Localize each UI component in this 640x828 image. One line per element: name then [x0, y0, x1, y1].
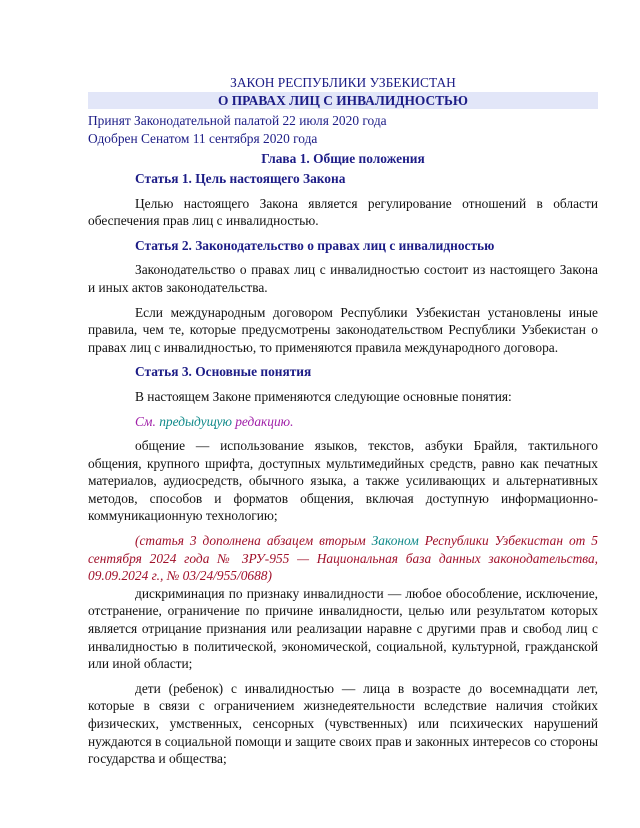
approved-line: Одобрен Сенатом 11 сентября 2020 года	[88, 130, 318, 146]
chapter-heading: Глава 1. Общие положения	[261, 151, 425, 167]
law-subject: О ПРАВАХ ЛИЦ С ИНВАЛИДНОСТЬЮ	[88, 92, 598, 110]
note-law-link[interactable]: Законом	[371, 533, 419, 549]
article2-title: Статья 2. Законодательство о правах лиц с инвалидностью	[135, 237, 495, 253]
article3-intro: В настоящем Законе применяются следующие основные понятия:	[135, 388, 512, 404]
article2-paragraph2: Если международным договором Республики Узбекистан установлены иные правила, чем те, которые предусмотрены законодательством Республики Узбекистан о правах лиц с инвалидностью, то применяются правила международного договора.	[88, 304, 598, 355]
document-page	[88, 74, 598, 768]
article2-paragraph1: Законодательство о правах лиц с инвалидностью состоит из настоящего Закона и иных актов законодательства.	[88, 262, 598, 295]
prev-text-a: См.	[135, 413, 160, 429]
prev-text-c: редакцию.	[231, 413, 294, 429]
definition-discrimination: дискриминация по признаку инвалидности — любое обособление, исключение, отстранение, ограничение по причине инвалидности, целью или результатом которых является отрицание признания или реализации наравне с другими прав и свобод лиц с инвалидностью в политической, экономической, социальной, культурной, гражданской или иной области;	[88, 585, 598, 672]
amendment-note	[88, 532, 598, 585]
prev-link[interactable]: предыдущую	[159, 413, 232, 429]
adopted-line: Принят Законодательной палатой 22 июля 2020 года	[88, 113, 387, 129]
note-text-b: Республики Узбекистан от 5 сентября 2024 года № ЗРУ-955 — Национальная база данных законодательства, 09.09.2024 г., № 03/24/955/0688)	[88, 533, 598, 584]
article1-title: Статья 1. Цель настоящего Закона	[135, 170, 346, 186]
definition-communication: общение — использование языков, текстов, азбуки Брайля, тактильного общения, крупного шрифта, доступных мультимедийных средств, равно как печатных материалов, аудиосредств, обычного языка, а также усиливающих и альтернативных методов, способов и форматов общения, включая доступную информационно-коммуникационную технологию;	[88, 438, 598, 524]
article3-title: Статья 3. Основные понятия	[135, 364, 312, 380]
article1-paragraph: Целью настоящего Закона является регулирование отношений в области обеспечения прав лиц с инвалидностью.	[88, 195, 598, 229]
previous-edition-link[interactable]	[88, 413, 598, 431]
note-text-a: (статья 3 дополнена абзацем вторым	[135, 533, 372, 549]
definition-children: дети (ребенок) с инвалидностью — лица в возрасте до восемнадцати лет, которые в связи с ограничением жизнедеятельности вследствие наличия стойких физических, умственных, сенсорных (чувственных) или психических нарушений нуждаются в социальной помощи и защите своих прав и законных интересов со стороны государства и общества;	[88, 680, 598, 767]
law-title: ЗАКОН РЕСПУБЛИКИ УЗБЕКИСТАН	[230, 75, 456, 90]
